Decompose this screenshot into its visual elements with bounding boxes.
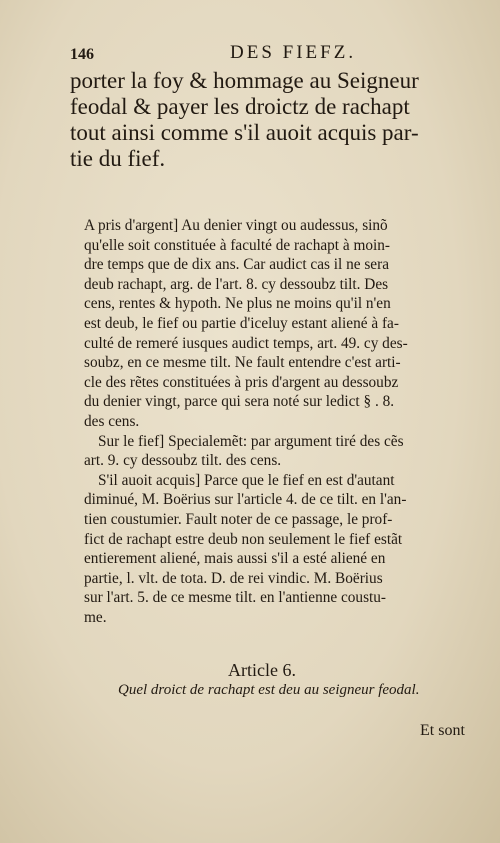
text-line: tie du fief. — [70, 146, 166, 171]
gloss-line: du denier vingt, parce qui sera noté sur ledict § . 8. — [84, 393, 395, 411]
gloss-line: cle des rẽtes constituées à pris d'argent au dessoubz — [84, 373, 399, 391]
gloss-line: soubz, en ce mesme tilt. Ne fault entendre c'est arti- — [84, 354, 401, 372]
gloss-line: est deub, le fief ou partie d'iceluy estant aliené à fa- — [84, 314, 399, 332]
gloss-line: cens, rentes & hypoth. Ne plus ne moins qu'il n'en — [84, 295, 391, 313]
article-title: Quel droict de rachapt est deu au seigneur feodal. — [118, 682, 420, 698]
article-heading: Article 6. — [228, 660, 296, 680]
text-line: feodal & payer les droictz de rachapt — [70, 94, 410, 119]
running-head: DES FIEFZ. — [230, 42, 357, 63]
text-line: porter la foy & hommage au Seigneur — [70, 68, 419, 93]
catchword: Et sont — [420, 722, 465, 739]
page-number: 146 — [70, 46, 94, 63]
gloss-line: dre temps que de dix ans. Car audict cas il ne sera — [84, 256, 389, 274]
gloss-line: partie, l. vlt. de tota. D. de rei vindic. M. Boërius — [84, 569, 383, 587]
gloss-line: entierement aliené, mais aussi s'il a esté aliené en — [84, 550, 386, 568]
gloss-line: culté de remeré iusques audict temps, art. 49. cy des- — [84, 334, 408, 352]
gloss-line: deub rachapt, arg. de l'art. 8. cy dessoubz tilt. Des — [84, 275, 389, 293]
commentary-text — [84, 216, 476, 627]
gloss-line: diminué, M. Boërius sur l'article 4. de ce tilt. en l'an- — [84, 491, 407, 509]
gloss-line: art. 9. cy dessoubz tilt. des cens. — [84, 452, 282, 470]
gloss-line: qu'elle soit constituée à faculté de rachapt à moin- — [84, 236, 391, 254]
article-text — [70, 68, 480, 172]
text-line: tout ainsi comme s'il auoit acquis par- — [70, 120, 419, 145]
gloss-line: sur l'art. 5. de ce mesme tilt. en l'antienne coustu- — [84, 589, 387, 607]
gloss-line: Sur le fief] Specialemẽt: par argument tiré des cẽs — [98, 432, 404, 450]
gloss-line: me. — [84, 608, 107, 626]
gloss-line: S'il auoit acquis] Parce que le fief en est d'autant — [98, 471, 395, 489]
page-header — [70, 42, 470, 66]
gloss-line: fict de rachapt estre deub non seulement le fief estãt — [84, 530, 403, 548]
gloss-line: A pris d'argent] Au denier vingt ou audessus, sinõ — [84, 217, 388, 234]
gloss-line: tien coustumier. Fault noter de ce passage, le prof- — [84, 510, 393, 528]
gloss-line: des cens. — [84, 412, 140, 430]
